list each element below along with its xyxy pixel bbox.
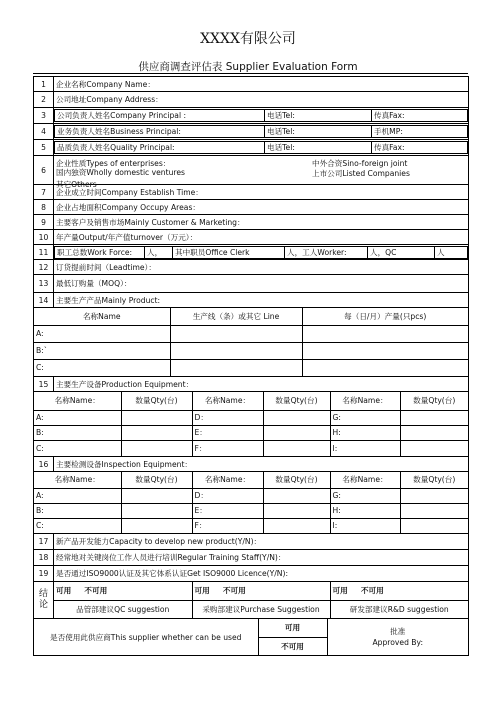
qc-field[interactable]: 人，QC (368, 246, 435, 258)
occupy-areas-field[interactable]: 企业占地面积Company Occupy Areas： (54, 200, 469, 215)
product-c-capacity[interactable] (302, 359, 468, 376)
row-number: 3 (34, 108, 54, 124)
row-output-turnover (34, 230, 469, 245)
eq-h-qty[interactable] (400, 425, 468, 440)
eq-e-qty[interactable] (263, 425, 330, 440)
final-ok-option[interactable]: 可用 (258, 619, 327, 637)
row-company-name (34, 77, 469, 92)
establish-time-field[interactable]: 企业成立时间Company Establish Time： (54, 185, 469, 200)
row-new-product-capacity (34, 534, 469, 550)
row-inspection-equipment (34, 457, 469, 472)
tel-field[interactable]: 电话Tel: (265, 142, 372, 154)
company-name: XXXX有限公司 (200, 31, 296, 47)
eq-name-header: 名称Name： (330, 392, 400, 410)
product-c[interactable]: C: (34, 359, 170, 376)
qc-unit: 人 (435, 246, 468, 258)
row-number: 17 (34, 534, 54, 550)
row-number: 9 (34, 215, 54, 230)
inspection-equipment-label: 主要检测设备Inspection Equipment： (54, 457, 469, 472)
eq-i[interactable]: I: (330, 440, 400, 456)
product-b[interactable]: B:` (34, 342, 170, 359)
eq-name-header: 名称Name： (34, 392, 121, 410)
eq-name-header: 名称Name： (192, 392, 263, 410)
row-occupy-areas (34, 200, 469, 215)
eq-c-qty[interactable] (121, 440, 192, 456)
ins-name-header: 名称Name： (330, 472, 400, 488)
row-number: 11 (34, 245, 54, 260)
row-number: 4 (34, 124, 54, 140)
mobile-field[interactable]: 手机MP: (372, 126, 468, 138)
row-number: 13 (34, 275, 54, 293)
regular-training-field[interactable]: 经常地对关键岗位工作人员进行培训Regular Training Staff(Y/N)： (54, 550, 469, 566)
row-production-equipment-table (34, 392, 469, 457)
eq-qty-header: 数量Qty(台) (121, 392, 192, 410)
option-listed-company[interactable]: 上市公司Listed Companies (312, 169, 410, 178)
row-mainly-product (34, 293, 469, 308)
ins-qty-header: 数量Qty(台) (263, 472, 330, 488)
row-number: 8 (34, 200, 54, 215)
pur-nok-option[interactable]: 不可用 (222, 586, 246, 596)
production-equipment-label: 主要生产设备Production Equipment： (54, 377, 469, 392)
row-number: 12 (34, 260, 54, 275)
row-quality-principal (34, 140, 469, 156)
row-number: 7 (34, 185, 54, 200)
eq-g[interactable]: G: (330, 410, 400, 425)
product-a-line[interactable] (170, 325, 302, 342)
final-nok-option[interactable]: 不可用 (258, 637, 327, 655)
ins-g-qty[interactable] (400, 488, 468, 503)
row-number: 2 (34, 92, 54, 108)
output-turnover-field[interactable]: 年产量Output/年产值turnover（万元）： (54, 230, 469, 245)
row-production-equipment (34, 377, 469, 392)
company-principal-field[interactable]: 公司负责人姓名Company Principal : (55, 110, 265, 122)
row-regular-training (34, 550, 469, 566)
ins-i[interactable]: I: (330, 518, 400, 533)
ins-a[interactable]: A: (34, 488, 121, 503)
option-others[interactable]: 其它Others (56, 180, 97, 189)
eq-e[interactable]: E： (192, 425, 263, 440)
product-a[interactable]: A: (34, 325, 170, 342)
enterprise-type-label: 企业性质Types of enterprises： (56, 159, 171, 168)
customer-marketing-field[interactable]: 主要客户及销售市场Mainly Customer & Marketing： (54, 215, 469, 230)
ins-qty-header: 数量Qty(台) (121, 472, 192, 488)
ins-b[interactable]: B: (34, 503, 121, 518)
row-final-decision (34, 619, 469, 656)
eq-d[interactable]: D： (192, 410, 263, 425)
row-product-table (34, 308, 469, 377)
product-b-capacity[interactable] (302, 342, 468, 359)
purchase-suggestion-label: 采购部建议Purchase Suggestion (192, 600, 330, 618)
production-equipment-table (34, 392, 468, 456)
pur-ok-option[interactable]: 可用 (194, 586, 210, 596)
qc-ok-option[interactable]: 可用 (56, 586, 72, 596)
eq-f-qty[interactable] (263, 440, 330, 456)
option-wholly-domestic-text[interactable]: 国内独资Wholly domestic ventures (56, 168, 185, 177)
supplier-evaluation-table (33, 76, 469, 656)
row-conclusion (34, 582, 469, 619)
approved-by-field[interactable] (327, 619, 468, 655)
worker-field[interactable]: 人，工人Worker: (285, 246, 368, 258)
eq-qty-header: 数量Qty(台) (263, 392, 330, 410)
approve-cn: 批准 (390, 627, 406, 636)
ins-c[interactable]: C: (34, 518, 121, 533)
row-number: 14 (34, 293, 54, 308)
title-underline (33, 73, 468, 74)
row-number: 19 (34, 566, 54, 582)
eq-a-qty[interactable] (121, 410, 192, 425)
conclusion-table (54, 582, 468, 618)
eq-d-qty[interactable] (263, 410, 330, 425)
ins-b-qty[interactable] (121, 503, 192, 518)
row-moq (34, 275, 469, 293)
ins-f[interactable]: F： (192, 518, 263, 533)
row-number: 5 (34, 140, 54, 156)
product-b-line[interactable] (170, 342, 302, 359)
ins-i-qty[interactable] (400, 518, 468, 533)
leadtime-field[interactable]: 订货提前时间（Leadtime）： (54, 260, 469, 275)
approve-en: Approved By: (372, 638, 424, 647)
row-work-force (34, 245, 469, 260)
work-force-unit: 人， (145, 246, 173, 258)
eq-a[interactable]: A: (34, 410, 121, 425)
row-company-address (34, 92, 469, 108)
row-enterprise-type (34, 156, 469, 185)
conclusion-label: 结论 (34, 582, 54, 619)
new-product-capacity-field[interactable]: 新产品开发能力Capacity to develop new product(Y/N)： (54, 534, 469, 550)
eq-qty-header: 数量Qty(台) (400, 392, 468, 410)
product-c-line[interactable] (170, 359, 302, 376)
tel-field[interactable]: 电话Tel: (265, 110, 372, 122)
ins-f-qty[interactable] (263, 518, 330, 533)
ins-d-qty[interactable] (263, 488, 330, 503)
ins-d[interactable]: D： (192, 488, 263, 503)
use-supplier-question: 是否使用此供应商This supplier whether can be used (34, 619, 258, 655)
product-capacity-header: 每（日/月）产量(只pcs) (302, 308, 468, 325)
ins-e-qty[interactable] (263, 503, 330, 518)
ins-g[interactable]: G: (330, 488, 400, 503)
row-business-principal (34, 124, 469, 140)
final-decision-table (34, 619, 468, 655)
eq-f[interactable]: F： (192, 440, 263, 456)
ins-a-qty[interactable] (121, 488, 192, 503)
ins-c-qty[interactable] (121, 518, 192, 533)
ins-e[interactable]: E： (192, 503, 263, 518)
rd-nok-option[interactable]: 不可用 (360, 586, 384, 596)
qc-nok-option[interactable]: 不可用 (84, 586, 108, 596)
ins-h[interactable]: H: (330, 503, 400, 518)
ins-name-header: 名称Name： (34, 472, 121, 488)
row-establish-time (34, 185, 469, 200)
moq-field[interactable]: 最低订购量（MOQ）： (54, 275, 469, 293)
row-customer-marketing (34, 215, 469, 230)
row-number: 18 (34, 550, 54, 566)
ins-qty-header: 数量Qty(台) (400, 472, 468, 488)
eq-g-qty[interactable] (400, 410, 468, 425)
eq-b-qty[interactable] (121, 425, 192, 440)
tel-field[interactable]: 电话Tel: (265, 126, 372, 138)
ins-name-header: 名称Name： (192, 472, 263, 488)
company-name-field[interactable]: 企业名称Company Name： (54, 77, 469, 92)
eq-i-qty[interactable] (400, 440, 468, 456)
eq-h[interactable]: H: (330, 425, 400, 440)
qc-suggestion-label: 品管部建议QC suggestion (54, 600, 192, 618)
row-number: 16 (34, 457, 54, 472)
office-clerk-field[interactable]: 其中职员Office Clerk (173, 246, 285, 258)
product-a-capacity[interactable] (302, 325, 468, 342)
product-line-header: 生产线（条）或其它 Line (170, 308, 302, 325)
product-name-header: 名称Name (34, 308, 170, 325)
work-force-field[interactable]: 职工总数Work Force: (55, 246, 145, 258)
eq-b[interactable]: B: (34, 425, 121, 440)
company-address-field[interactable]: 公司地址Company Address： (54, 92, 469, 108)
row-iso9000 (34, 566, 469, 582)
business-principal-field[interactable]: 业务负责人姓名Business Principal: (55, 126, 265, 138)
iso9000-field[interactable]: 是否通过ISO9000认证及其它体系认证Get ISO9000 Licence(Y/N): (54, 566, 469, 582)
quality-principal-field[interactable]: 品质负责人姓名Quality Principal: (55, 142, 265, 154)
row-number: 10 (34, 230, 54, 245)
product-table (34, 308, 468, 376)
rd-suggestion-label: 研发部建议R&D suggestion (330, 600, 468, 618)
row-inspection-equipment-table (34, 472, 469, 534)
row-number: 1 (34, 77, 54, 92)
ins-h-qty[interactable] (400, 503, 468, 518)
rd-ok-option[interactable]: 可用 (332, 586, 348, 596)
row-company-principal (34, 108, 469, 124)
inspection-equipment-table (34, 472, 468, 533)
eq-c[interactable]: C: (34, 440, 121, 456)
fax-field[interactable]: 传真Fax: (372, 110, 468, 122)
option-sino-foreign[interactable]: 中外合资Sino-foreign joint (312, 159, 408, 168)
row-number: 6 (34, 156, 54, 185)
form-title: 供应商调查评估表 Supplier Evaluation Form (138, 61, 358, 73)
mainly-product-label: 主要生产产品Mainly Product: (54, 293, 469, 308)
row-leadtime (34, 260, 469, 275)
fax-field[interactable]: 传真Fax: (372, 142, 468, 154)
row-number: 15 (34, 377, 54, 392)
